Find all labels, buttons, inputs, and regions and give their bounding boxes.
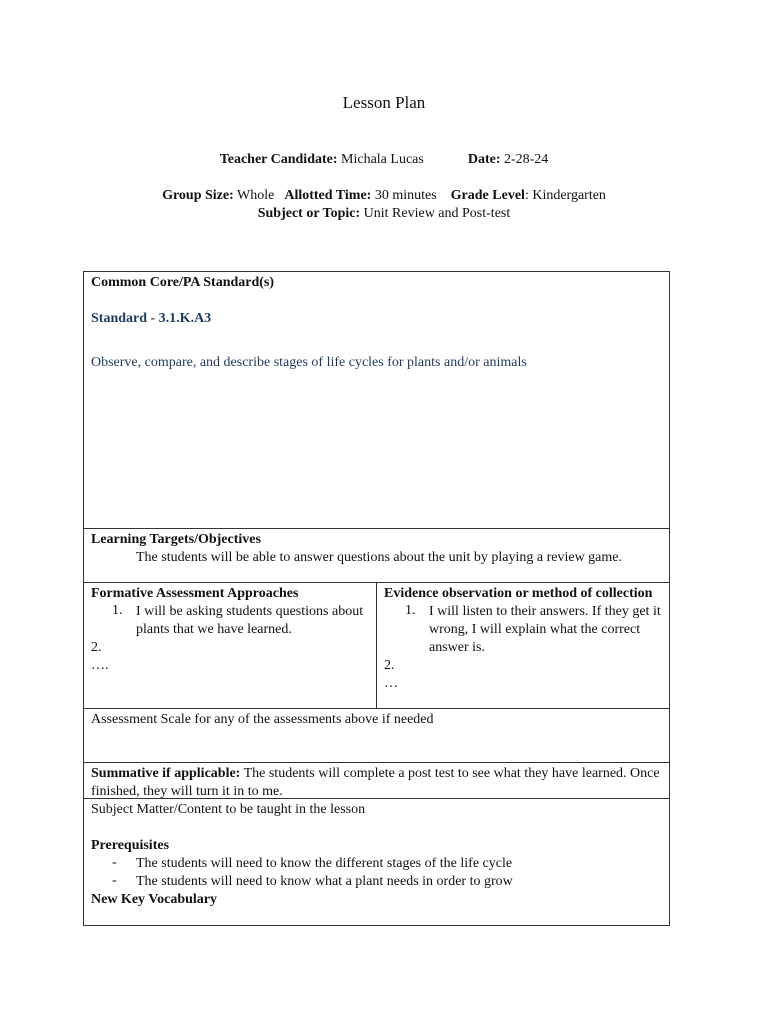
evidence-item-2: 2.	[384, 658, 395, 673]
lesson-plan-table	[83, 271, 670, 926]
evidence-column	[377, 583, 669, 708]
date-value: 2-28-24	[500, 152, 549, 167]
formative-heading: Formative Assessment Approaches	[91, 586, 299, 601]
summative-body: The students will complete a post test to see what they have learned. Once finished, they will turn it in to me.	[91, 766, 660, 799]
standard-description: Observe, compare, and describe stages of life cycles for plants and/or animals	[91, 355, 527, 370]
standards-section	[84, 272, 669, 529]
list-item	[91, 855, 662, 873]
list-number: 1.	[405, 603, 416, 618]
formative-item-1: I will be asking students questions about plants that we have learned.	[136, 604, 364, 637]
grade-value: : Kindergarten	[524, 188, 606, 203]
assessment-section	[84, 583, 669, 709]
teacher-label: Teacher Candidate:	[219, 152, 338, 167]
targets-section	[84, 529, 669, 583]
list-number: 1.	[112, 603, 123, 618]
list-item	[91, 603, 369, 639]
formative-column	[84, 583, 377, 708]
assessment-scale-section	[84, 709, 669, 763]
subject-matter-section	[84, 799, 669, 925]
vocabulary-heading: New Key Vocabulary	[91, 892, 217, 907]
time-label: Allotted Time:	[284, 188, 372, 203]
subject-label: Subject or Topic:	[257, 206, 361, 221]
formative-item-3: ….	[91, 658, 109, 673]
targets-text: The students will be able to answer questions about the unit by playing a review game.	[136, 550, 622, 565]
dash-bullet: -	[112, 873, 117, 888]
subject-matter-heading: Subject Matter/Content to be taught in the lesson	[91, 802, 366, 817]
standards-heading: Common Core/PA Standard(s)	[91, 275, 275, 290]
prerequisite-1: The students will need to know the different stages of the life cycle	[136, 856, 513, 871]
group-label: Group Size:	[162, 188, 234, 203]
subject-line	[0, 206, 768, 222]
list-item	[384, 603, 662, 657]
page-title: Lesson Plan	[342, 93, 426, 112]
time-value: 30 minutes	[371, 188, 437, 203]
grade-label: Grade Level	[450, 188, 525, 203]
list-item	[91, 873, 662, 891]
prerequisite-2: The students will need to know what a plant needs in order to grow	[136, 874, 513, 889]
standard-code: Standard - 3.1.K.A3	[91, 311, 212, 326]
teacher-date-line	[0, 152, 768, 168]
group-time-grade-line	[0, 188, 768, 204]
evidence-item-1: I will listen to their answers. If they get it wrong, I will explain what the correct answer is.	[429, 604, 661, 655]
targets-heading: Learning Targets/Objectives	[91, 532, 261, 547]
evidence-item-3: …	[384, 676, 398, 691]
prerequisites-heading: Prerequisites	[91, 838, 170, 853]
subject-value: Unit Review and Post-test	[360, 206, 511, 221]
summative-section	[84, 763, 669, 799]
summative-text	[91, 765, 662, 801]
date-label: Date:	[467, 152, 501, 167]
evidence-heading: Evidence observation or method of collection	[384, 586, 653, 601]
group-value: Whole	[233, 188, 275, 203]
summative-label: Summative if applicable:	[91, 766, 241, 781]
formative-item-2: 2.	[91, 640, 102, 655]
teacher-value: Michala Lucas	[337, 152, 424, 167]
assessment-scale-text: Assessment Scale for any of the assessments above if needed	[91, 712, 434, 727]
dash-bullet: -	[112, 855, 117, 870]
